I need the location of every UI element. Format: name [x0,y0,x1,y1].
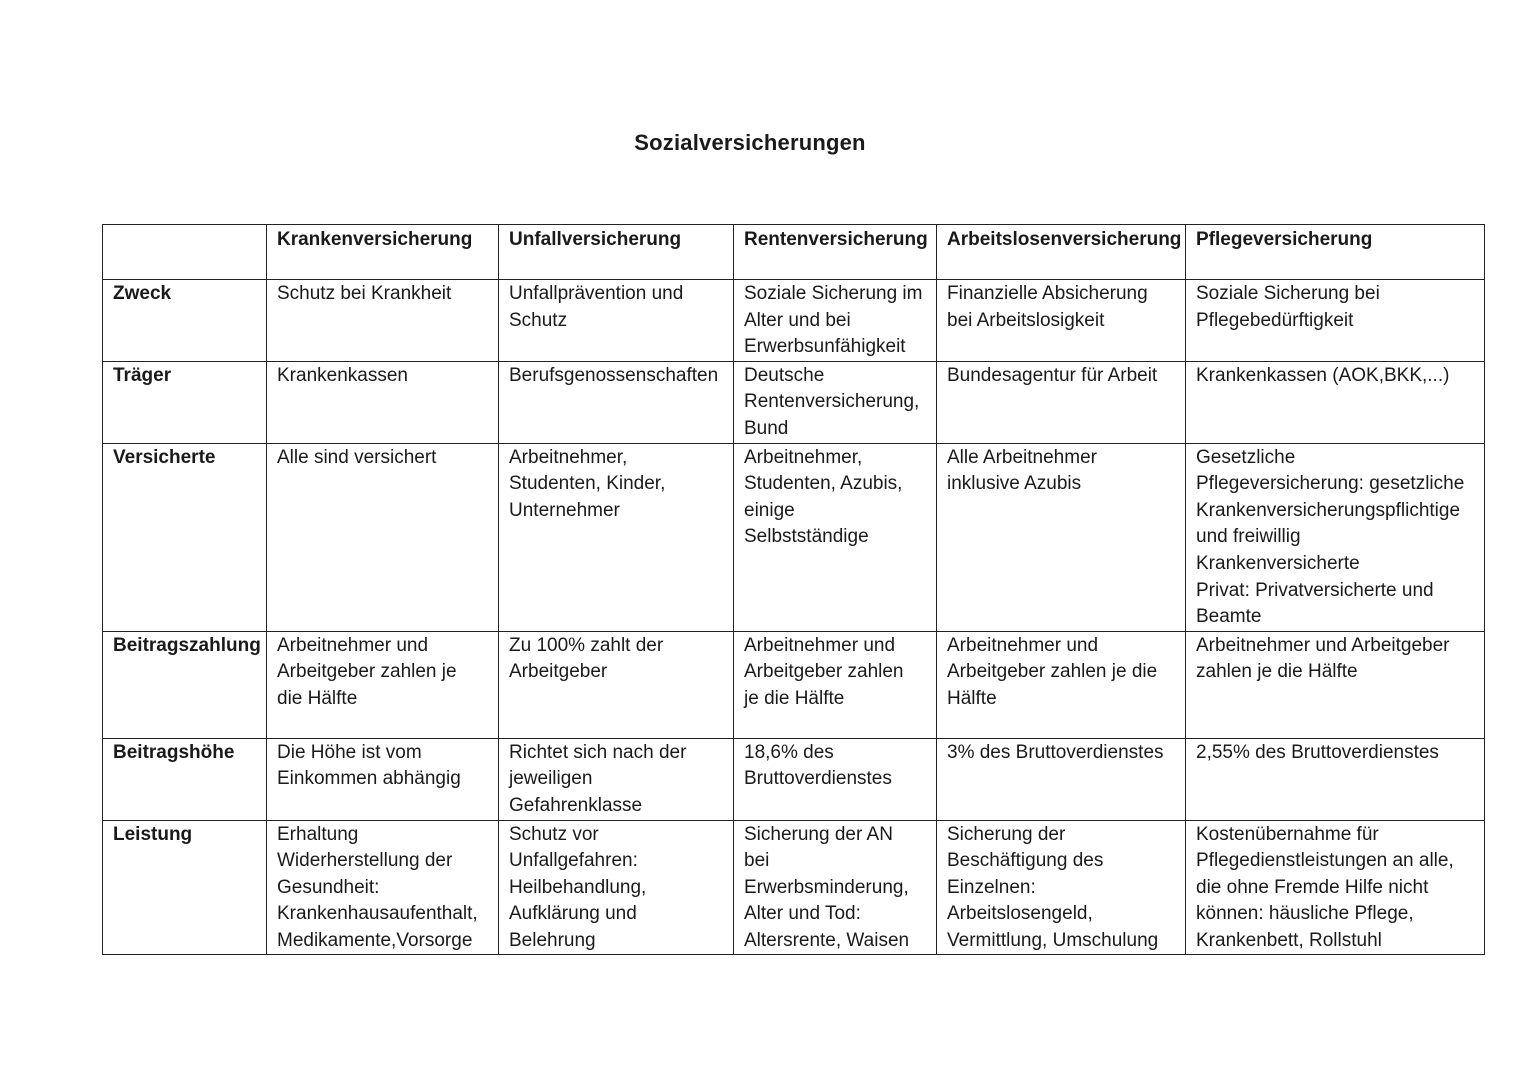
cell-text-line: Gefahrenklasse [509,794,643,816]
cell-text-line: können: häusliche Pflege, [1196,903,1414,925]
cell-text-line: Unfallgefahren: [509,850,638,872]
cell-text-line: Bruttoverdienstes [744,768,892,790]
cell-text-line: Arbeitnehmer und Arbeitgeber [1196,634,1450,656]
cell-text-line: Heilbehandlung, [509,876,647,898]
cell-text-line: Richtet sich nach der [509,741,687,763]
table-cell-rentenversicherung [734,280,937,362]
page-title: Sozialversicherungen [634,130,866,155]
header-rentenversicherung: Rentenversicherung [734,225,937,280]
cell-text-line: Arbeitnehmer und [277,634,429,656]
row-label: Beitragshöhe [103,738,267,820]
table-cell-unfallversicherung [499,280,734,362]
row-label: Träger [103,361,267,443]
row-label: Zweck [103,280,267,362]
table-cell-arbeitslosenversicherung [937,820,1186,955]
table-cell-arbeitslosenversicherung [937,738,1186,820]
cell-text-line: Selbstständige [744,526,869,548]
cell-text-line: Privat: Privatversicherte und [1196,579,1434,601]
cell-text-line: Belehrung [509,929,596,951]
cell-text-line: Pflegeversicherung: gesetzliche [1196,473,1465,495]
cell-text-line: Alter und bei [744,309,851,331]
cell-text-line: Unfallprävention und [509,283,684,304]
table-cell-rentenversicherung [734,443,937,631]
cell-text-line: Soziale Sicherung im [744,283,923,304]
cell-text-line: bei [744,850,770,872]
cell-text-line: Altersrente, Waisen [744,929,910,951]
cell-text-line: Finanzielle Absicherung [947,283,1148,304]
header-arbeitslosenversicherung: Arbeitslosenversicherung [937,225,1186,280]
header-corner-cell [103,225,267,280]
cell-text-line: Einkommen abhängig [277,768,461,790]
cell-text-line: jeweiligen [509,768,593,790]
cell-text-line: 18,6% des [744,741,834,763]
cell-text-line: Arbeitgeber zahlen je die [947,661,1158,683]
table-cell-krankenversicherung [267,631,499,738]
cell-text-line: Gesundheit: [277,876,380,898]
header-unfallversicherung: Unfallversicherung [499,225,734,280]
cell-text-line: Alle sind versichert [277,446,437,468]
cell-text-line: 2,55% des Bruttoverdienstes [1196,741,1439,763]
row-label: Leistung [103,820,267,955]
table-cell-unfallversicherung [499,738,734,820]
cell-text-line: Schutz [509,309,568,331]
table-cell-unfallversicherung [499,443,734,631]
table-cell-arbeitslosenversicherung [937,631,1186,738]
cell-text-line: bei Arbeitslosigkeit [947,309,1105,331]
table-cell-krankenversicherung [267,738,499,820]
cell-text-line: Arbeitnehmer, [509,446,628,468]
cell-text-line: Krankenbett, Rollstuhl [1196,929,1382,951]
table-cell-rentenversicherung [734,820,937,955]
cell-text-line: Schutz bei Krankheit [277,283,452,304]
cell-text-line: Bund [744,417,789,439]
cell-text-line: Kostenübernahme für [1196,823,1379,845]
cell-text-line: Beamte [1196,606,1262,628]
cell-text-line: Medikamente,Vorsorge [277,929,473,951]
cell-text-line: Hälfte [947,687,997,709]
row-label: Versicherte [103,443,267,631]
cell-text-line: Unternehmer [509,499,620,521]
table-row [103,443,1485,631]
social-insurance-table [102,224,1485,955]
cell-text-line: Widerherstellung der [277,850,453,872]
table-cell-pflegeversicherung [1186,738,1485,820]
cell-text-line: Arbeitnehmer und [947,634,1099,656]
table-cell-arbeitslosenversicherung [937,361,1186,443]
cell-text-line: Arbeitgeber zahlen je [277,661,457,683]
table-cell-krankenversicherung [267,443,499,631]
cell-text-line: Bundesagentur für Arbeit [947,364,1158,386]
cell-text-line: Erhaltung [277,823,359,845]
cell-text-line: Soziale Sicherung bei [1196,283,1380,304]
cell-text-line: Krankenversicherte [1196,552,1360,574]
table-cell-unfallversicherung [499,361,734,443]
table-cell-pflegeversicherung [1186,443,1485,631]
cell-text-line: je die Hälfte [744,687,845,709]
table-cell-arbeitslosenversicherung [937,280,1186,362]
table-cell-unfallversicherung [499,631,734,738]
cell-text-line: zahlen je die Hälfte [1196,661,1358,683]
cell-text-line: Berufsgenossenschaften [509,364,719,386]
cell-text-line: Pflegedienstleistungen an alle, [1196,850,1454,872]
cell-text-line: Sicherung der [947,823,1066,845]
cell-text-line: Krankenhausaufenthalt, [277,903,478,925]
cell-text-line: Erwerbsunfähigkeit [744,336,906,358]
cell-text-line: Studenten, Kinder, [509,473,666,495]
cell-text-line: Arbeitnehmer und [744,634,896,656]
cell-text-line: Deutsche [744,364,825,386]
cell-text-line: Beschäftigung des [947,850,1104,872]
cell-text-line: Arbeitnehmer, [744,446,863,468]
cell-text-line: Krankenkassen (AOK,BKK,...) [1196,364,1450,386]
cell-text-line: Schutz vor [509,823,599,845]
table-row [103,361,1485,443]
cell-text-line: Zu 100% zahlt der [509,634,664,656]
table-row [103,631,1485,738]
cell-text-line: Krankenkassen [277,364,408,386]
table-cell-rentenversicherung [734,631,937,738]
cell-text-line: und freiwillig [1196,526,1301,548]
cell-text-line: Sicherung der AN [744,823,893,845]
table-cell-pflegeversicherung [1186,631,1485,738]
cell-text-line: Erwerbsminderung, [744,876,909,898]
cell-text-line: Gesetzliche [1196,446,1296,468]
table-row [103,280,1485,362]
table-row [103,820,1485,955]
cell-text-line: Alter und Tod: [744,903,861,925]
cell-text-line: Krankenversicherungspflichtige [1196,499,1461,521]
cell-text-line: Die Höhe ist vom [277,741,422,763]
cell-text-line: inklusive Azubis [947,473,1082,495]
table-cell-arbeitslosenversicherung [937,443,1186,631]
table-cell-pflegeversicherung [1186,280,1485,362]
cell-text-line: Einzelnen: [947,876,1036,898]
row-label: Beitragszahlung [103,631,267,738]
cell-text-line: Pflegebedürftigkeit [1196,309,1354,331]
cell-text-line: die Hälfte [277,687,358,709]
cell-text-line: Arbeitgeber [509,661,608,683]
cell-text-line: einige [744,499,795,521]
cell-text-line: Arbeitgeber zahlen [744,661,904,683]
table-header-row [103,225,1485,280]
cell-text-line: Aufklärung und [509,903,637,925]
table-cell-unfallversicherung [499,820,734,955]
table-cell-pflegeversicherung [1186,820,1485,955]
table-cell-krankenversicherung [267,280,499,362]
header-krankenversicherung: Krankenversicherung [267,225,499,280]
table-cell-rentenversicherung [734,361,937,443]
header-pflegeversicherung: Pflegeversicherung [1186,225,1485,280]
cell-text-line: Alle Arbeitnehmer [947,446,1097,468]
cell-text-line: die ohne Fremde Hilfe nicht [1196,876,1429,898]
table-row [103,738,1485,820]
table-cell-pflegeversicherung [1186,361,1485,443]
cell-text-line: Rentenversicherung, [744,391,920,413]
cell-text-line: Vermittlung, Umschulung [947,929,1159,951]
table-cell-rentenversicherung [734,738,937,820]
table-cell-krankenversicherung [267,820,499,955]
cell-text-line: Arbeitslosengeld, [947,903,1093,925]
cell-text-line: Studenten, Azubis, [744,473,903,495]
cell-text-line: 3% des Bruttoverdienstes [947,741,1164,763]
table-cell-krankenversicherung [267,361,499,443]
